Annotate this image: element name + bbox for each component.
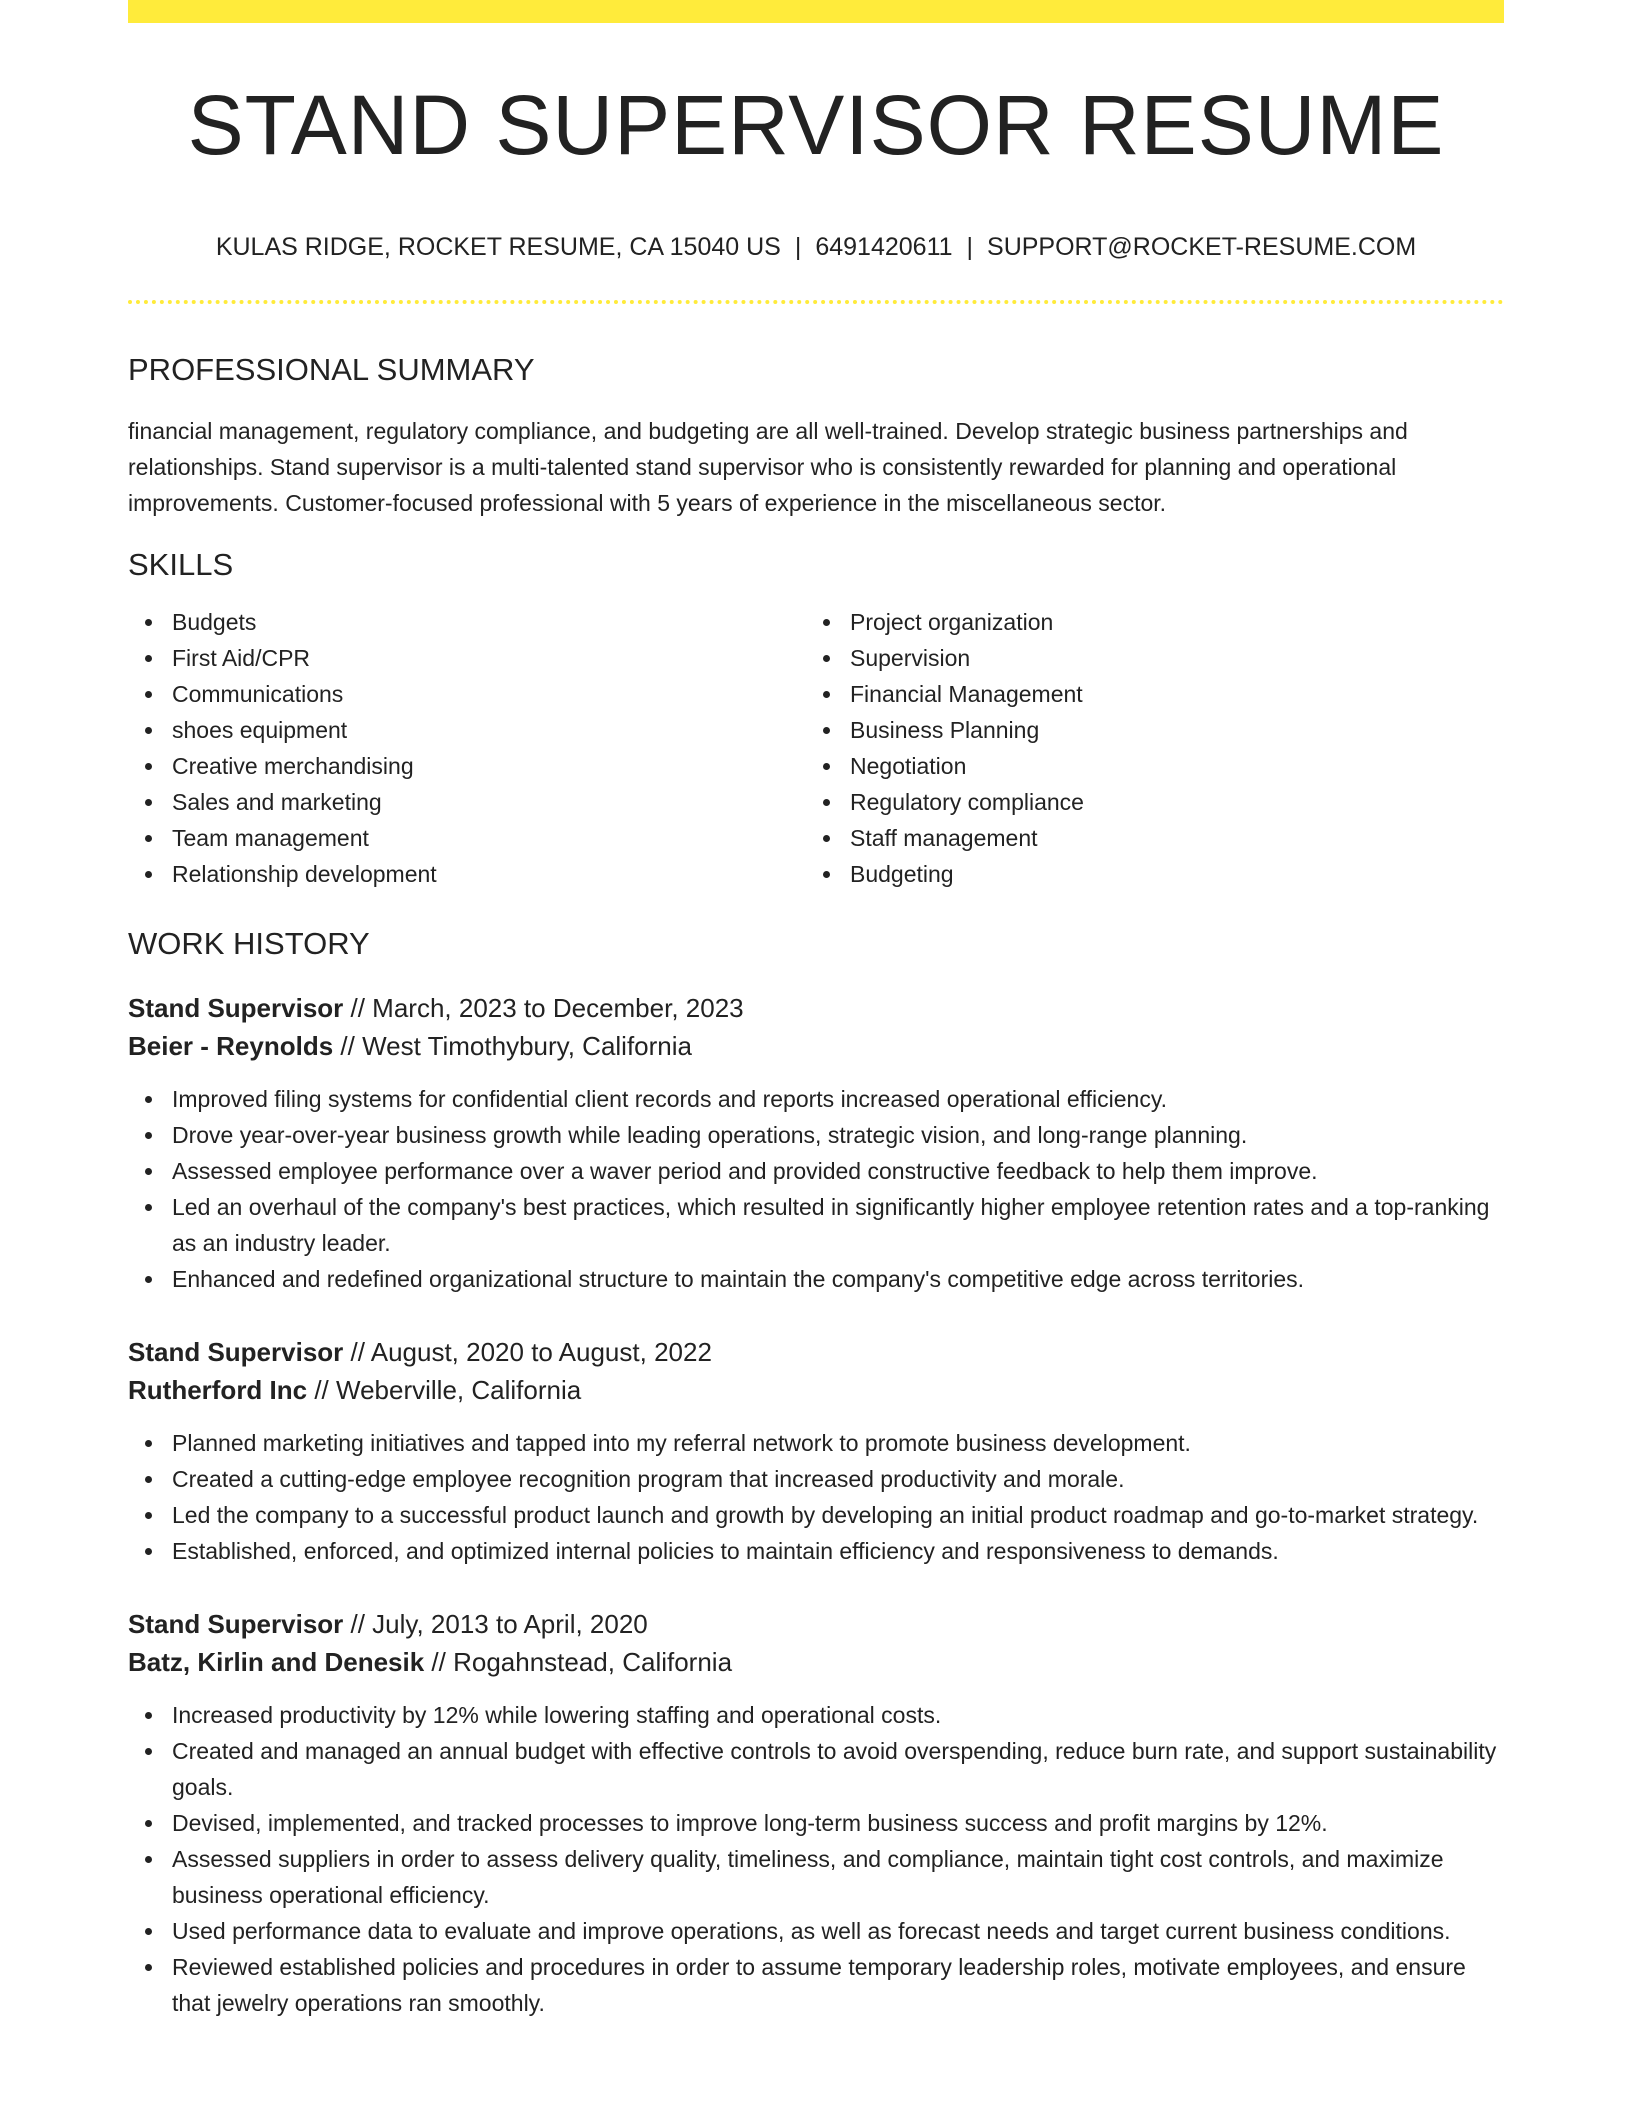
skill-item: Regulatory compliance <box>850 784 1484 820</box>
job-bullet: Drove year-over-year business growth while leading operations, strategic vision, and long-range planning. <box>172 1117 1504 1153</box>
job-bullet: Improved filing systems for confidential client records and reports increased operational efficiency. <box>172 1081 1504 1117</box>
summary-heading: PROFESSIONAL SUMMARY <box>128 352 535 387</box>
job-title: Stand Supervisor <box>128 1337 344 1367</box>
job-bullet: Planned marketing initiatives and tapped into my referral network to promote business development. <box>172 1425 1504 1461</box>
job-dates: // August, 2020 to August, 2022 <box>343 1337 712 1367</box>
contact-address: KULAS RIDGE, ROCKET RESUME, CA 15040 US <box>215 233 781 261</box>
job-bullet: Reviewed established policies and procedures in order to assume temporary leadership roles, motivate employees, and ensure that jewelry operations ran smoothly. <box>172 1949 1504 2021</box>
skill-item: First Aid/CPR <box>172 640 806 676</box>
job-bullets <box>128 1425 1504 1569</box>
job-title: Stand Supervisor <box>128 993 344 1023</box>
job-bullet: Enhanced and redefined organizational structure to maintain the company's competitive edge across territories. <box>172 1261 1504 1297</box>
accent-top-bar <box>128 0 1504 23</box>
job-bullet: Led an overhaul of the company's best practices, which resulted in significantly higher employee retention rates and a top-ranking as an industry leader. <box>172 1189 1504 1261</box>
skill-item: Relationship development <box>172 856 806 892</box>
job-title-line <box>128 989 1504 1027</box>
skill-item: Budgets <box>172 604 806 640</box>
summary-text: financial management, regulatory compliance, and budgeting are all well-trained. Develop strategic business partnerships and relationships. Stand supervisor is a multi-talented stand supervisor who is consistently rewarded for planning and operational improvements. Customer-focused professional with 5 years of experience in the miscellaneous sector. <box>128 418 1408 516</box>
job-company-line <box>128 1643 1504 1681</box>
job-bullets <box>128 1697 1504 2021</box>
job-entry <box>128 989 1504 1297</box>
skills-grid <box>128 604 1504 892</box>
job-location: // Rogahnstead, California <box>424 1647 733 1677</box>
skill-item: Communications <box>172 676 806 712</box>
job-entry <box>128 1605 1504 2021</box>
skill-item: Creative merchandising <box>172 748 806 784</box>
job-location: // Weberville, California <box>307 1375 582 1405</box>
job-bullets <box>128 1081 1504 1297</box>
skill-item: Budgeting <box>850 856 1484 892</box>
skills-column-left <box>128 604 806 892</box>
job-company: Beier - Reynolds <box>128 1031 334 1061</box>
job-location: // West Timothybury, California <box>333 1031 692 1061</box>
job-bullet: Assessed suppliers in order to assess delivery quality, timeliness, and compliance, maintain tight cost controls, and maximize business operational efficiency. <box>172 1841 1504 1913</box>
job-company: Rutherford Inc <box>128 1375 308 1405</box>
job-bullet: Created a cutting-edge employee recognition program that increased productivity and morale. <box>172 1461 1504 1497</box>
job-bullet: Assessed employee performance over a waver period and provided constructive feedback to help them improve. <box>172 1153 1504 1189</box>
skill-item: Negotiation <box>850 748 1484 784</box>
contact-email: SUPPORT@ROCKET-RESUME.COM <box>987 233 1417 261</box>
skill-item: Supervision <box>850 640 1484 676</box>
job-dates: // March, 2023 to December, 2023 <box>343 993 744 1023</box>
resume-page <box>128 0 1504 2021</box>
job-bullet: Used performance data to evaluate and improve operations, as well as forecast needs and target current business conditions. <box>172 1913 1504 1949</box>
skills-column-right <box>806 604 1484 892</box>
job-title-line <box>128 1605 1504 1643</box>
job-bullet: Increased productivity by 12% while lowering staffing and operational costs. <box>172 1697 1504 1733</box>
work-history-list <box>128 989 1504 2021</box>
contact-separator: | <box>966 233 974 261</box>
skill-item: Sales and marketing <box>172 784 806 820</box>
work-history-heading: WORK HISTORY <box>128 926 370 961</box>
skill-item: Staff management <box>850 820 1484 856</box>
skill-item: Project organization <box>850 604 1484 640</box>
job-bullet: Created and managed an annual budget with effective controls to avoid overspending, reduce burn rate, and support sustainability goals. <box>172 1733 1504 1805</box>
job-entry <box>128 1333 1504 1569</box>
skill-item: Team management <box>172 820 806 856</box>
dotted-divider <box>128 300 1504 304</box>
job-title-line <box>128 1333 1504 1371</box>
job-company-line <box>128 1027 1504 1065</box>
contact-line <box>128 235 1504 260</box>
job-company: Batz, Kirlin and Denesik <box>128 1647 425 1677</box>
job-company-line <box>128 1371 1504 1409</box>
resume-title: STAND SUPERVISOR RESUME <box>187 78 1445 172</box>
job-bullet: Devised, implemented, and tracked processes to improve long-term business success and profit margins by 12%. <box>172 1805 1504 1841</box>
skill-item: shoes equipment <box>172 712 806 748</box>
job-dates: // July, 2013 to April, 2020 <box>343 1609 648 1639</box>
job-title: Stand Supervisor <box>128 1609 344 1639</box>
job-bullet: Established, enforced, and optimized internal policies to maintain efficiency and responsiveness to demands. <box>172 1533 1504 1569</box>
skill-item: Financial Management <box>850 676 1484 712</box>
skill-item: Business Planning <box>850 712 1484 748</box>
job-bullet: Led the company to a successful product launch and growth by developing an initial product roadmap and go-to-market strategy. <box>172 1497 1504 1533</box>
contact-separator: | <box>794 233 802 261</box>
contact-phone: 6491420611 <box>815 233 953 261</box>
skills-heading: SKILLS <box>128 547 234 582</box>
